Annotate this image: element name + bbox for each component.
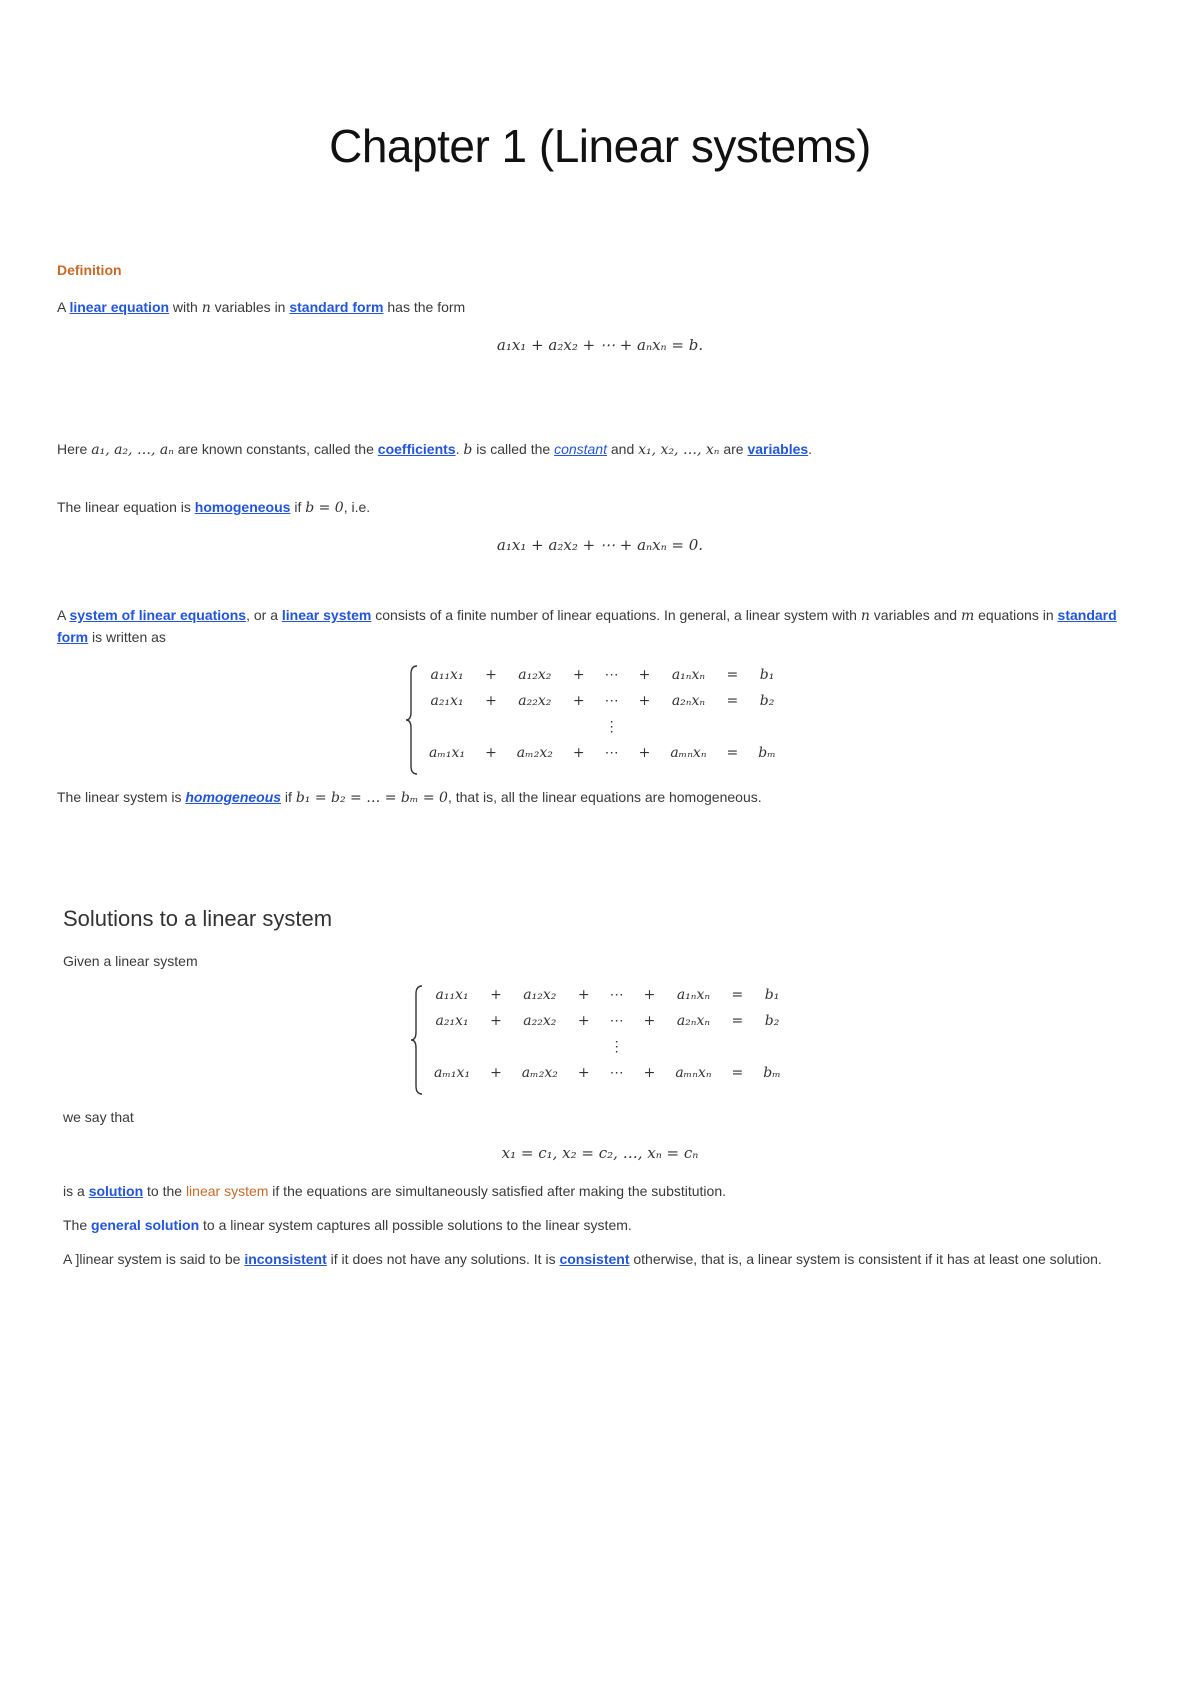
link-standard-form[interactable]: standard form	[289, 299, 384, 315]
term: a₂ₙxₙ	[671, 693, 706, 709]
link-variables[interactable]: variables	[747, 441, 809, 457]
term: a₁₁x₁	[430, 667, 464, 683]
ellipsis: ⋯	[609, 987, 624, 1003]
paragraph-consistency	[63, 1248, 1102, 1270]
operator: +	[485, 693, 497, 709]
definition-heading: Definition	[57, 262, 122, 278]
link-linear-system[interactable]: linear system	[281, 607, 372, 623]
math-b: b	[463, 442, 473, 458]
link-constant[interactable]: constant	[554, 441, 607, 457]
system-row	[424, 1060, 791, 1086]
text: if	[290, 499, 306, 515]
equals: =	[731, 1065, 744, 1081]
equals: =	[731, 1013, 744, 1029]
equals: =	[726, 693, 739, 709]
link-solution[interactable]: solution	[88, 1183, 144, 1199]
equation-standard-form: a₁x₁ + a₂x₂ + ⋯ + aₙxₙ = b.	[496, 336, 704, 354]
system-table	[424, 982, 791, 1086]
math-b-zero: b = 0	[305, 500, 344, 516]
paragraph-solution	[63, 1180, 726, 1202]
link-standard[interactable]: standard	[1057, 607, 1117, 623]
text: variables in	[210, 299, 290, 315]
operator: +	[572, 745, 585, 761]
operator: +	[485, 667, 497, 683]
text: equations in	[974, 607, 1058, 623]
system-row	[424, 982, 791, 1008]
left-brace-icon	[410, 984, 424, 1096]
text: Here	[57, 441, 92, 457]
text: are known constants, called the	[173, 441, 378, 457]
link-homogeneous[interactable]: homogeneous	[194, 499, 291, 515]
term: a₁₁x₁	[435, 987, 469, 1003]
operator: +	[490, 1013, 502, 1029]
term: aₘ₂x₂	[516, 745, 553, 761]
text: The linear equation is	[57, 499, 195, 515]
text: if it does not have any solutions. It is	[326, 1251, 560, 1267]
term: a₁ₙxₙ	[676, 987, 711, 1003]
text: , i.e.	[343, 499, 371, 515]
system-row	[419, 714, 786, 740]
math-n: n	[860, 608, 870, 624]
solutions-heading: Solutions to a linear system	[63, 906, 333, 931]
link-linear-equation[interactable]: linear equation	[69, 299, 170, 315]
text: .	[808, 441, 813, 457]
page-title: Chapter 1 (Linear systems)	[329, 120, 871, 172]
term: a₂₂x₂	[523, 1013, 557, 1029]
text: are	[719, 441, 748, 457]
term: a₂₁x₁	[435, 1013, 469, 1029]
paragraph-linear-system	[57, 604, 1117, 627]
math-variables: x₁, x₂, …, xₙ	[638, 442, 720, 458]
text: to a linear system captures all possible solutions to the linear system.	[199, 1217, 632, 1233]
left-brace-icon	[405, 664, 419, 776]
system-row	[419, 662, 786, 688]
vertical-ellipsis: ⋮	[609, 1039, 624, 1055]
term: a₂₁x₁	[430, 693, 464, 709]
text: , that is, all the linear equations are homogeneous.	[447, 789, 762, 805]
ellipsis: ⋯	[604, 745, 619, 761]
text: otherwise, that is, a linear system is consistent if it has at least one solution.	[629, 1251, 1102, 1267]
paragraph-linear-equation	[57, 296, 465, 319]
operator: +	[577, 1013, 590, 1029]
term: aₘₙxₙ	[670, 745, 707, 761]
constant: b₂	[759, 693, 775, 709]
text: A	[57, 299, 70, 315]
operator: +	[643, 1013, 656, 1029]
text: variables and	[869, 607, 961, 623]
operator: +	[490, 987, 502, 1003]
operator: +	[572, 667, 585, 683]
highlight-linear-system: linear system	[185, 1183, 269, 1199]
term: aₘ₁x₁	[429, 745, 466, 761]
constant: bₘ	[758, 745, 776, 761]
text: The	[63, 1217, 92, 1233]
paragraph-general-solution	[63, 1214, 632, 1236]
text: if the equations are simultaneously satisfied after making the substitution.	[268, 1183, 726, 1199]
operator: +	[485, 745, 497, 761]
term: aₘ₁x₁	[434, 1065, 471, 1081]
operator: +	[572, 693, 585, 709]
operator: +	[643, 987, 656, 1003]
link-inconsistent[interactable]: inconsistent	[244, 1251, 327, 1267]
paragraph-linear-system-cont	[57, 626, 166, 648]
math-b-all-zero: b₁ = b₂ = … = bₘ = 0	[295, 790, 448, 806]
term: aₘ₂x₂	[521, 1065, 558, 1081]
text: has the form	[383, 299, 466, 315]
link-consistent[interactable]: consistent	[559, 1251, 630, 1267]
ellipsis: ⋯	[604, 667, 619, 683]
text: consists of a finite number of linear equations. In general, a linear system with	[371, 607, 861, 623]
highlight-general-solution: general solution	[91, 1217, 200, 1233]
math-coefficients: a₁, a₂, …, aₙ	[91, 442, 174, 458]
math-m: m	[960, 608, 975, 624]
term: a₂ₙxₙ	[676, 1013, 711, 1029]
term: a₁₂x₂	[523, 987, 557, 1003]
system-table	[419, 662, 786, 766]
equation-homogeneous: a₁x₁ + a₂x₂ + ⋯ + aₙxₙ = 0.	[496, 536, 704, 554]
text: and	[607, 441, 639, 457]
equals: =	[731, 987, 744, 1003]
operator: +	[490, 1065, 502, 1081]
term: a₁₂x₂	[518, 667, 552, 683]
operator: +	[638, 667, 651, 683]
equals: =	[726, 745, 739, 761]
link-homogeneous-system[interactable]: homogeneous	[185, 789, 282, 805]
paragraph-given-system: Given a linear system	[63, 953, 198, 969]
text: is a	[63, 1183, 89, 1199]
term: a₂₂x₂	[518, 693, 552, 709]
paragraph-we-say-that: we say that	[63, 1109, 134, 1125]
text: A	[57, 607, 70, 623]
ellipsis: ⋯	[609, 1013, 624, 1029]
system-row	[419, 688, 786, 714]
text: A ]linear system is said to be	[63, 1251, 245, 1267]
equals: =	[726, 667, 739, 683]
vertical-ellipsis: ⋮	[604, 719, 619, 735]
math-n: n	[201, 300, 211, 316]
constant: b₁	[764, 987, 780, 1003]
text: with	[169, 299, 202, 315]
text: The linear system is	[57, 789, 186, 805]
text: if	[281, 789, 296, 805]
constant: b₁	[759, 667, 775, 683]
constant: bₘ	[763, 1065, 781, 1081]
operator: +	[638, 693, 651, 709]
term: a₁ₙxₙ	[671, 667, 706, 683]
operator: +	[638, 745, 651, 761]
operator: +	[577, 987, 590, 1003]
equation-solution: x₁ = c₁, x₂ = c₂, …, xₙ = cₙ	[501, 1144, 699, 1162]
system-row	[419, 740, 786, 766]
operator: +	[577, 1065, 590, 1081]
text: is written as	[88, 629, 166, 645]
ellipsis: ⋯	[609, 1065, 624, 1081]
term: aₘₙxₙ	[675, 1065, 712, 1081]
system-row	[424, 1008, 791, 1034]
text: .	[455, 441, 464, 457]
link-system-of-linear-equations[interactable]: system of linear equations	[69, 607, 247, 623]
link-form[interactable]: form	[57, 629, 89, 645]
ellipsis: ⋯	[604, 693, 619, 709]
text: to the	[143, 1183, 186, 1199]
paragraph-homogeneous-system	[57, 786, 762, 809]
system-row	[424, 1034, 791, 1060]
paragraph-homogeneous-equation	[57, 496, 370, 519]
text: is called the	[472, 441, 555, 457]
link-coefficients[interactable]: coefficients	[377, 441, 456, 457]
constant: b₂	[764, 1013, 780, 1029]
paragraph-coefficients	[57, 438, 812, 461]
text: , or a	[246, 607, 282, 623]
operator: +	[643, 1065, 656, 1081]
